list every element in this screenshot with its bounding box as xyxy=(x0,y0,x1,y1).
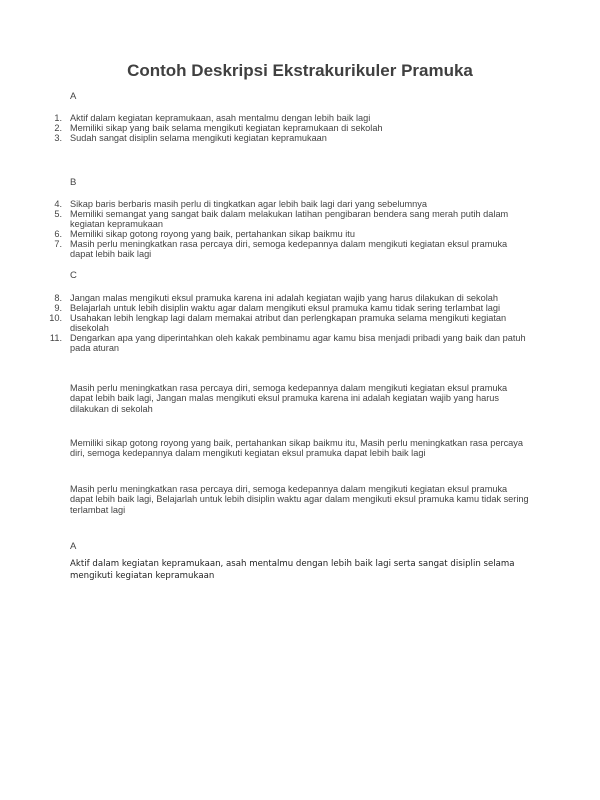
section-b-list xyxy=(38,199,528,259)
list-item: 8. Jangan malas mengikuti eksul pramuka karena ini adalah kegiatan wajib yang harus dilakukan di sekolah xyxy=(54,293,498,303)
list-item: 5. Memiliki semangat yang sangat baik dalam melakukan latihan pengibaran bendera sang merah putih dalam kegiatan kepramukaan xyxy=(54,209,509,229)
paragraph-1: Masih perlu meningkatkan rasa percaya diri, semoga kedepannya dalam mengikuti kegiatan eksul pramuka dapat lebih baik lagi, Jangan malas mengikuti eksul pramuka karena ini adalah kegiatan wajib yang harus dilakukan di sekolah xyxy=(70,383,508,414)
list-item: 2. Memiliki sikap yang baik selama mengikuti kegiatan kepramukaan di sekolah xyxy=(54,123,383,133)
page-title: Contoh Deskripsi Ekstrakurikuler Pramuka xyxy=(127,61,473,80)
paragraph-3: Masih perlu meningkatkan rasa percaya diri, semoga kedepannya dalam mengikuti kegiatan eksul pramuka dapat lebih baik lagi, Belajarlah untuk lebih disiplin waktu agar dalam mengikuti eksul pramuka kamu tidak sering terlambat lagi xyxy=(70,484,529,515)
list-item: 6. Memiliki sikap gotong royong yang baik, pertahankan sikap baikmu itu xyxy=(54,229,355,239)
list-item: 11. Dengarkan apa yang diperintahkan oleh kakak pembinamu agar kamu bisa menjadi pribadi yang baik dan patuh pada aturan xyxy=(49,333,526,353)
list-item: 3. Sudah sangat disiplin selama mengikuti kegiatan kepramukaan xyxy=(54,133,327,143)
list-item: 10. Usahakan lebih lengkap lagi dalam memakai atribut dan perlengkapan pramuka selama mengikuti kegiatan disekolah xyxy=(49,313,507,333)
section-a-label: A xyxy=(70,91,77,102)
final-section-label: A xyxy=(70,541,77,552)
list-item: 4. Sikap baris berbaris masih perlu di tingkatkan agar lebih baik lagi dari yang sebelumnya xyxy=(54,199,427,209)
section-b-label: B xyxy=(70,177,77,188)
final-section-text: Aktif dalam kegiatan kepramukaan, asah mentalmu dengan lebih baik lagi serta sangat disiplin selama mengikuti kegiatan kepramukaan xyxy=(70,559,515,581)
list-item: 1. Aktif dalam kegiatan kepramukaan, asah mentalmu dengan lebih baik lagi xyxy=(54,113,371,123)
paragraph-2: Memiliki sikap gotong royong yang baik, pertahankan sikap baikmu itu, Masih perlu meningkatkan rasa percaya diri, semoga kedepannya dalam mengikuti kegiatan eksul pramuka dapat lebih baik lagi xyxy=(70,438,523,459)
section-c-list xyxy=(38,293,528,353)
list-item: 7. Masih perlu meningkatkan rasa percaya diri, semoga kedepannya dalam mengikuti kegiatan eksul pramuka dapat lebih baik lagi xyxy=(54,239,508,259)
section-c-label: C xyxy=(70,270,77,281)
section-a-list xyxy=(38,113,528,143)
list-item: 9. Belajarlah untuk lebih disiplin waktu agar dalam mengikuti eksul pramuka kamu tidak sering terlambat lagi xyxy=(54,303,500,313)
